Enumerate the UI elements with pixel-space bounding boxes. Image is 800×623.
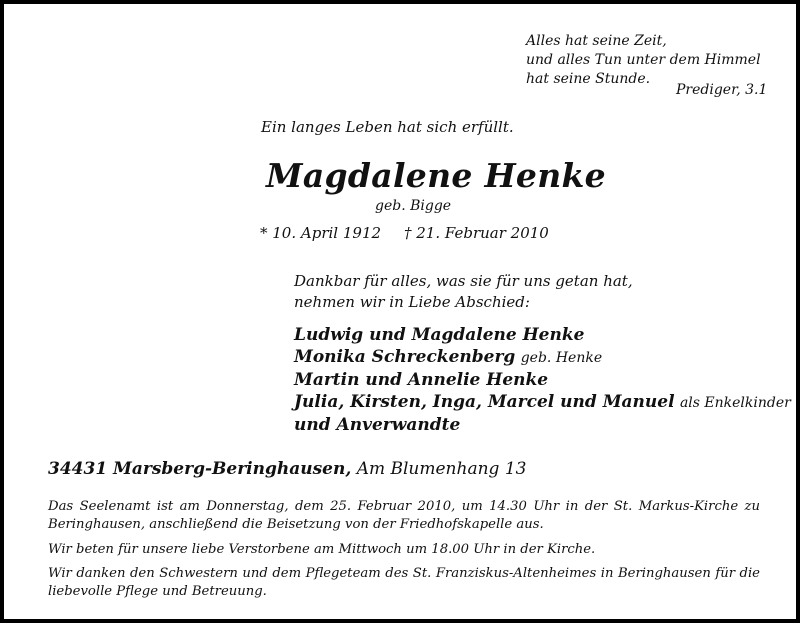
bible-quote xyxy=(526,32,761,89)
thanks-line: Dankbar für alles, was sie für uns getan hat, xyxy=(294,272,633,290)
mourner-name: Julia, Kirsten, Inga, Marcel und Manuel xyxy=(294,392,675,412)
intro-line: Ein langes Leben hat sich erfüllt. xyxy=(261,118,514,136)
mourner-entry: und Anverwandte xyxy=(294,415,461,435)
mourner-name: Monika Schreckenberg xyxy=(294,347,516,367)
mourner-note: als Enkelkinder xyxy=(679,395,791,411)
birth-date: * 10. April 1912 xyxy=(260,224,382,242)
funeral-service-notice: Das Seelenamt ist am Donnerstag, dem 25. Februar 2010, um 14.30 Uhr in der St. Markus-Kirche zu Beringhausen, anschließend die Beisetzung von der Friedhofskapelle aus. xyxy=(48,499,760,532)
gratitude-notice: Wir danken den Schwestern und dem Pflegeteam des St. Franziskus-Altenheimes in Beringhausen für die liebevolle Pflege und Betreuung. xyxy=(48,566,760,599)
mourner-entry: Ludwig und Magdalene Henke xyxy=(294,325,585,345)
deceased-name: Magdalene Henke xyxy=(266,156,606,195)
quote-line: hat seine Stunde. xyxy=(526,71,651,87)
mourner-entry xyxy=(294,391,791,414)
quote-line: und alles Tun unter dem Himmel xyxy=(526,52,761,68)
family-address xyxy=(48,459,526,479)
quote-line: Alles hat seine Zeit, xyxy=(526,33,667,49)
mourners-list xyxy=(294,324,791,436)
mourner-entry xyxy=(294,346,791,369)
mourner-note: geb. Henke xyxy=(520,350,603,366)
thanks-text xyxy=(294,271,633,313)
quote-source: Prediger, 3.1 xyxy=(676,82,768,98)
mourner-entry: Martin und Annelie Henke xyxy=(294,370,549,390)
thanks-line: nehmen wir in Liebe Abschied: xyxy=(294,293,530,311)
address-city: 34431 Marsberg-Beringhausen, xyxy=(48,459,352,479)
maiden-name: geb. Bigge xyxy=(375,198,452,214)
prayer-notice: Wir beten für unsere liebe Verstorbene am Mittwoch um 18.00 Uhr in der Kirche. xyxy=(48,542,596,557)
address-street: Am Blumenhang 13 xyxy=(356,459,527,479)
death-date: † 21. Februar 2010 xyxy=(404,224,549,242)
